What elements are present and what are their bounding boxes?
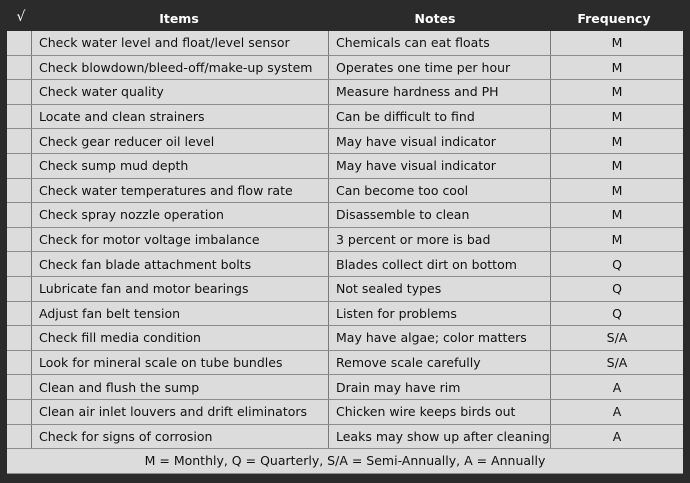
item-cell: Clean and flush the sump	[32, 375, 329, 400]
note-cell: May have algae; color matters	[329, 326, 551, 351]
table-row	[7, 276, 683, 301]
frequency-cell: A	[551, 399, 684, 424]
header-notes: Notes	[414, 11, 456, 26]
check-box-cell[interactable]	[7, 350, 32, 375]
check-box-cell[interactable]	[7, 399, 32, 424]
frequency-cell: Q	[551, 276, 684, 301]
item-cell: Check for motor voltage imbalance	[32, 227, 329, 252]
check-box-cell[interactable]	[7, 203, 32, 228]
check-box-cell[interactable]	[7, 326, 32, 351]
check-box-cell[interactable]	[7, 276, 32, 301]
item-cell: Check water level and float/level sensor	[32, 31, 329, 55]
item-cell: Check blowdown/bleed-off/make-up system	[32, 55, 329, 80]
table-row	[7, 375, 683, 400]
item-cell: Check water quality	[32, 80, 329, 105]
table-row	[7, 227, 683, 252]
frequency-cell: M	[551, 227, 684, 252]
frequency-cell: S/A	[551, 350, 684, 375]
note-cell: Chemicals can eat floats	[329, 31, 551, 55]
check-box-cell[interactable]	[7, 31, 32, 55]
check-box-cell[interactable]	[7, 424, 32, 449]
table-row	[7, 80, 683, 105]
check-box-cell[interactable]	[7, 80, 32, 105]
item-cell: Clean air inlet louvers and drift eliminators	[32, 399, 329, 424]
item-cell: Check fan blade attachment bolts	[32, 252, 329, 277]
check-box-cell[interactable]	[7, 104, 32, 129]
table-header	[0, 7, 690, 31]
table-row	[7, 104, 683, 129]
note-cell: May have visual indicator	[329, 153, 551, 178]
frequency-cell: M	[551, 80, 684, 105]
frequency-cell: A	[551, 424, 684, 449]
note-cell: Drain may have rim	[329, 375, 551, 400]
item-cell: Check spray nozzle operation	[32, 203, 329, 228]
table-row	[7, 301, 683, 326]
table-row	[7, 203, 683, 228]
note-cell: Can become too cool	[329, 178, 551, 203]
table-row	[7, 424, 683, 449]
table-row	[7, 252, 683, 277]
header-items: Items	[159, 11, 199, 26]
note-cell: Not sealed types	[329, 276, 551, 301]
frequency-legend: M = Monthly, Q = Quarterly, S/A = Semi-Annually, A = Annually	[7, 449, 683, 474]
frequency-cell: M	[551, 129, 684, 154]
item-cell: Locate and clean strainers	[32, 104, 329, 129]
check-box-cell[interactable]	[7, 375, 32, 400]
frequency-cell: M	[551, 104, 684, 129]
check-box-cell[interactable]	[7, 301, 32, 326]
note-cell: May have visual indicator	[329, 129, 551, 154]
frequency-cell: M	[551, 203, 684, 228]
item-cell: Check gear reducer oil level	[32, 129, 329, 154]
note-cell: Operates one time per hour	[329, 55, 551, 80]
item-cell: Check sump mud depth	[32, 153, 329, 178]
table-row	[7, 31, 683, 55]
item-cell: Check water temperatures and flow rate	[32, 178, 329, 203]
check-box-cell[interactable]	[7, 178, 32, 203]
header-frequency: Frequency	[577, 11, 651, 26]
frequency-cell: S/A	[551, 326, 684, 351]
check-box-cell[interactable]	[7, 129, 32, 154]
table-row	[7, 350, 683, 375]
note-cell: Measure hardness and PH	[329, 80, 551, 105]
note-cell: Disassemble to clean	[329, 203, 551, 228]
checklist-table	[7, 31, 683, 474]
note-cell: 3 percent or more is bad	[329, 227, 551, 252]
table-row	[7, 326, 683, 351]
frequency-cell: M	[551, 31, 684, 55]
legend-row	[7, 449, 683, 474]
table-row	[7, 129, 683, 154]
item-cell: Check for signs of corrosion	[32, 424, 329, 449]
note-cell: Leaks may show up after cleaning	[329, 424, 551, 449]
check-box-cell[interactable]	[7, 252, 32, 277]
table-row	[7, 55, 683, 80]
frequency-cell: M	[551, 153, 684, 178]
header-check-mark: √	[16, 9, 26, 25]
item-cell: Adjust fan belt tension	[32, 301, 329, 326]
table-row	[7, 153, 683, 178]
check-box-cell[interactable]	[7, 227, 32, 252]
note-cell: Chicken wire keeps birds out	[329, 399, 551, 424]
frequency-cell: M	[551, 55, 684, 80]
table-row	[7, 399, 683, 424]
frequency-cell: A	[551, 375, 684, 400]
frequency-cell: Q	[551, 252, 684, 277]
frequency-cell: M	[551, 178, 684, 203]
item-cell: Lubricate fan and motor bearings	[32, 276, 329, 301]
note-cell: Remove scale carefully	[329, 350, 551, 375]
note-cell: Blades collect dirt on bottom	[329, 252, 551, 277]
check-box-cell[interactable]	[7, 153, 32, 178]
check-box-cell[interactable]	[7, 55, 32, 80]
item-cell: Look for mineral scale on tube bundles	[32, 350, 329, 375]
note-cell: Listen for problems	[329, 301, 551, 326]
note-cell: Can be difficult to find	[329, 104, 551, 129]
frequency-cell: Q	[551, 301, 684, 326]
item-cell: Check fill media condition	[32, 326, 329, 351]
table-row	[7, 178, 683, 203]
